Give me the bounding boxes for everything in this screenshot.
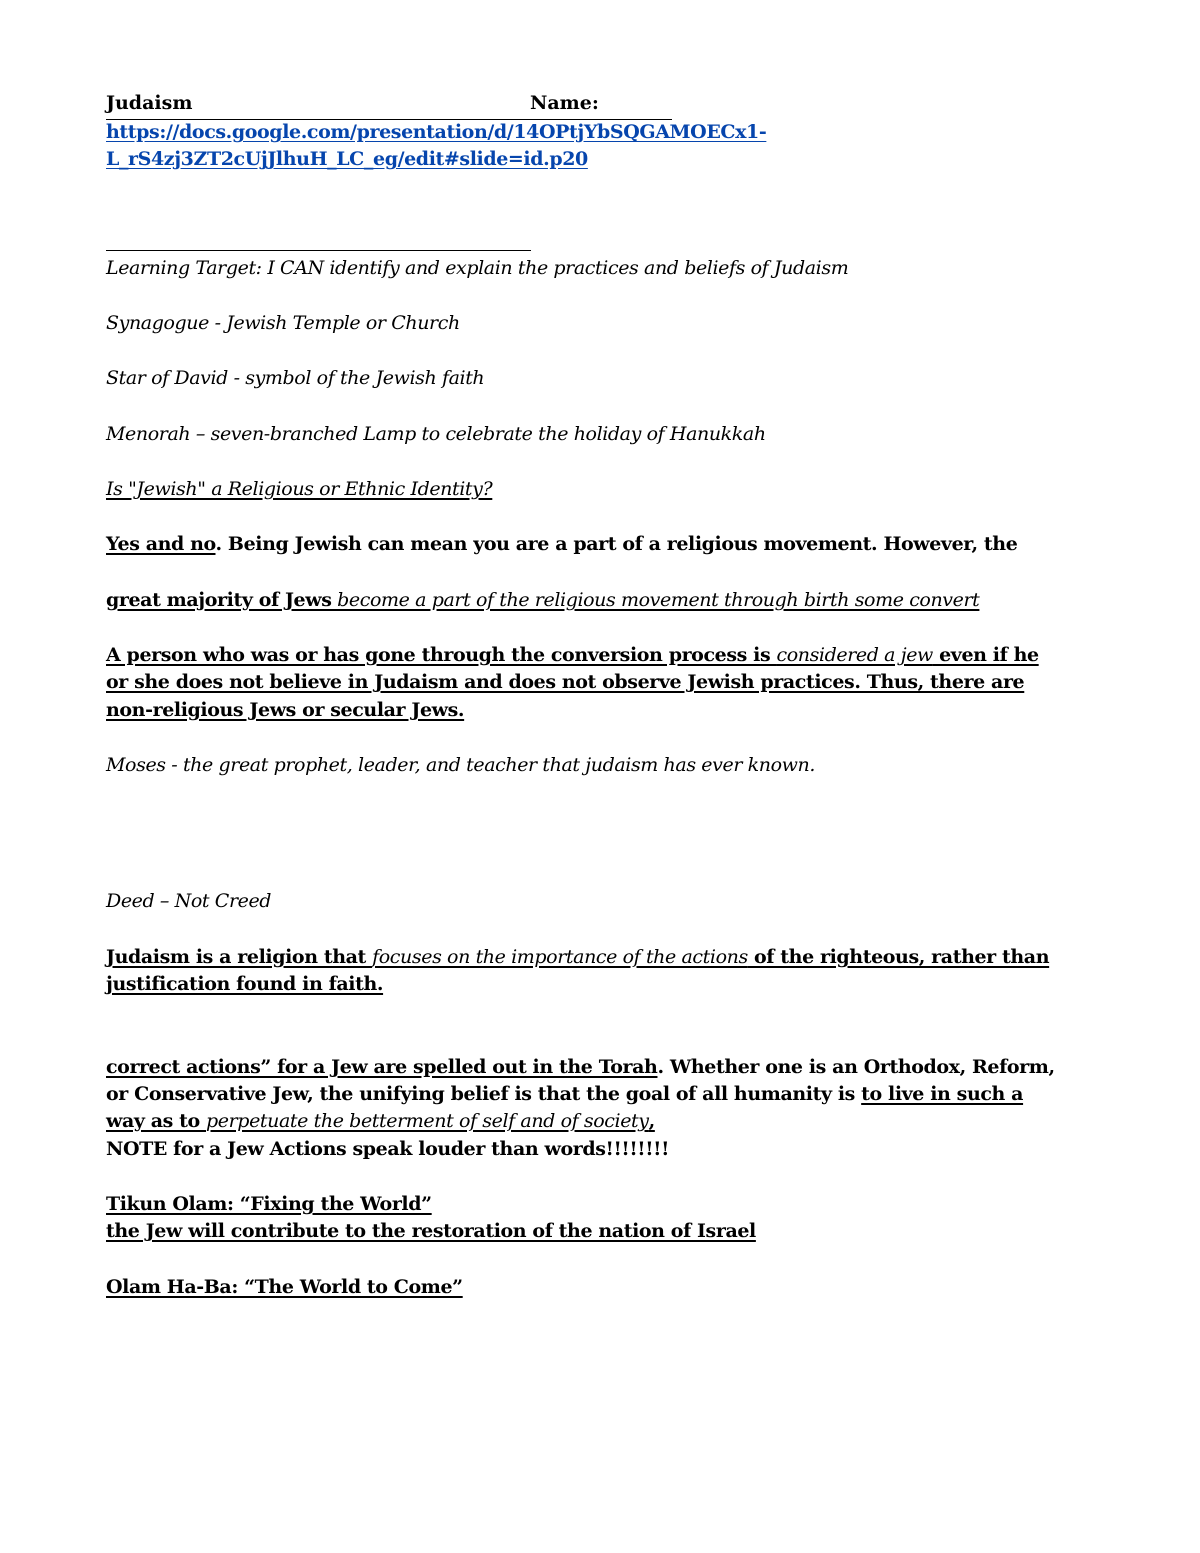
judaism-religion-line2: justification found in faith. xyxy=(106,973,384,995)
considered-a-jew: considered a jew xyxy=(776,644,933,666)
presentation-link-line2[interactable]: L_rS4zj3ZT2cUjJlhuH_LC_eg/edit#slide=id.p20 xyxy=(106,148,588,170)
deed-not-creed: Deed – Not Creed xyxy=(106,890,272,912)
become-part: become a part of the religious movement through birth some convert xyxy=(331,589,980,611)
judaism-part2: of the righteous, rather than xyxy=(747,946,1050,968)
document-title: Judaism xyxy=(106,92,193,114)
trailing-comma: , xyxy=(648,1110,655,1132)
menorah-term: Menorah – seven-branched Lamp to celebrate the holiday of Hanukkah xyxy=(106,423,766,445)
conversion-part2: even if he xyxy=(932,644,1039,666)
answer-line1 xyxy=(106,531,1017,558)
star-of-david-term: Star of David - symbol of the Jewish faith xyxy=(106,367,485,389)
correct-actions-rest: . Whether one is an Orthodox, Reform, xyxy=(657,1056,1055,1078)
focuses-actions: focuses on the importance of the actions xyxy=(372,946,748,968)
conversion-line1 xyxy=(106,642,1039,669)
correct-actions-line3 xyxy=(106,1108,655,1135)
conversion-part1: A person who was or has gone through the conversion process is xyxy=(106,644,777,666)
moses-term: Moses - the great prophet, leader, and teacher that judaism has ever known. xyxy=(106,754,815,776)
unifying-belief: or Conservative Jew, the unifying belief is that the goal of all humanity is xyxy=(106,1083,862,1105)
way-as-to: way as to xyxy=(106,1110,207,1132)
note-line: NOTE for a Jew Actions speak louder than words!!!!!!!! xyxy=(106,1138,670,1160)
answer-line2 xyxy=(106,587,979,614)
correct-actions-line1 xyxy=(106,1054,1055,1081)
tikun-olam-title: Tikun Olam: “Fixing the World” xyxy=(106,1193,432,1215)
divider-rule xyxy=(106,250,531,251)
identity-question: Is "Jewish" a Religious or Ethnic Identity? xyxy=(106,478,493,500)
presentation-link-line1[interactable]: https://docs.google.com/presentation/d/14OPtjYbSQGAMOECx1- xyxy=(106,121,767,143)
answer-rest: . Being Jewish can mean you are a part of a religious movement. However, the xyxy=(215,533,1018,555)
tikun-olam-desc: the Jew will contribute to the restoration of the nation of Israel xyxy=(106,1220,756,1242)
header-line xyxy=(106,92,672,120)
judaism-religion-line1 xyxy=(106,944,1049,971)
olam-ha-ba: Olam Ha-Ba: “The World to Come” xyxy=(106,1276,463,1298)
correct-actions-line2 xyxy=(106,1081,1023,1108)
name-label: Name: xyxy=(530,92,599,114)
to-live-in-such: to live in such a xyxy=(861,1083,1024,1105)
yes-and-no: Yes and no xyxy=(106,533,216,555)
judaism-part1: Judaism is a religion that xyxy=(106,946,373,968)
great-majority: great majority of Jews xyxy=(106,589,332,611)
synagogue-term: Synagogue - Jewish Temple or Church xyxy=(106,312,460,334)
conversion-line2: or she does not believe in Judaism and does not observe Jewish practices. Thus, there are xyxy=(106,671,1025,693)
learning-target: Learning Target: I CAN identify and explain the practices and beliefs of Judaism xyxy=(106,257,849,279)
perpetuate-betterment: perpetuate the betterment of self and of society xyxy=(206,1110,649,1132)
conversion-line3: non-religious Jews or secular Jews. xyxy=(106,699,465,721)
correct-actions-torah: correct actions” for a Jew are spelled out in the Torah xyxy=(106,1056,658,1078)
